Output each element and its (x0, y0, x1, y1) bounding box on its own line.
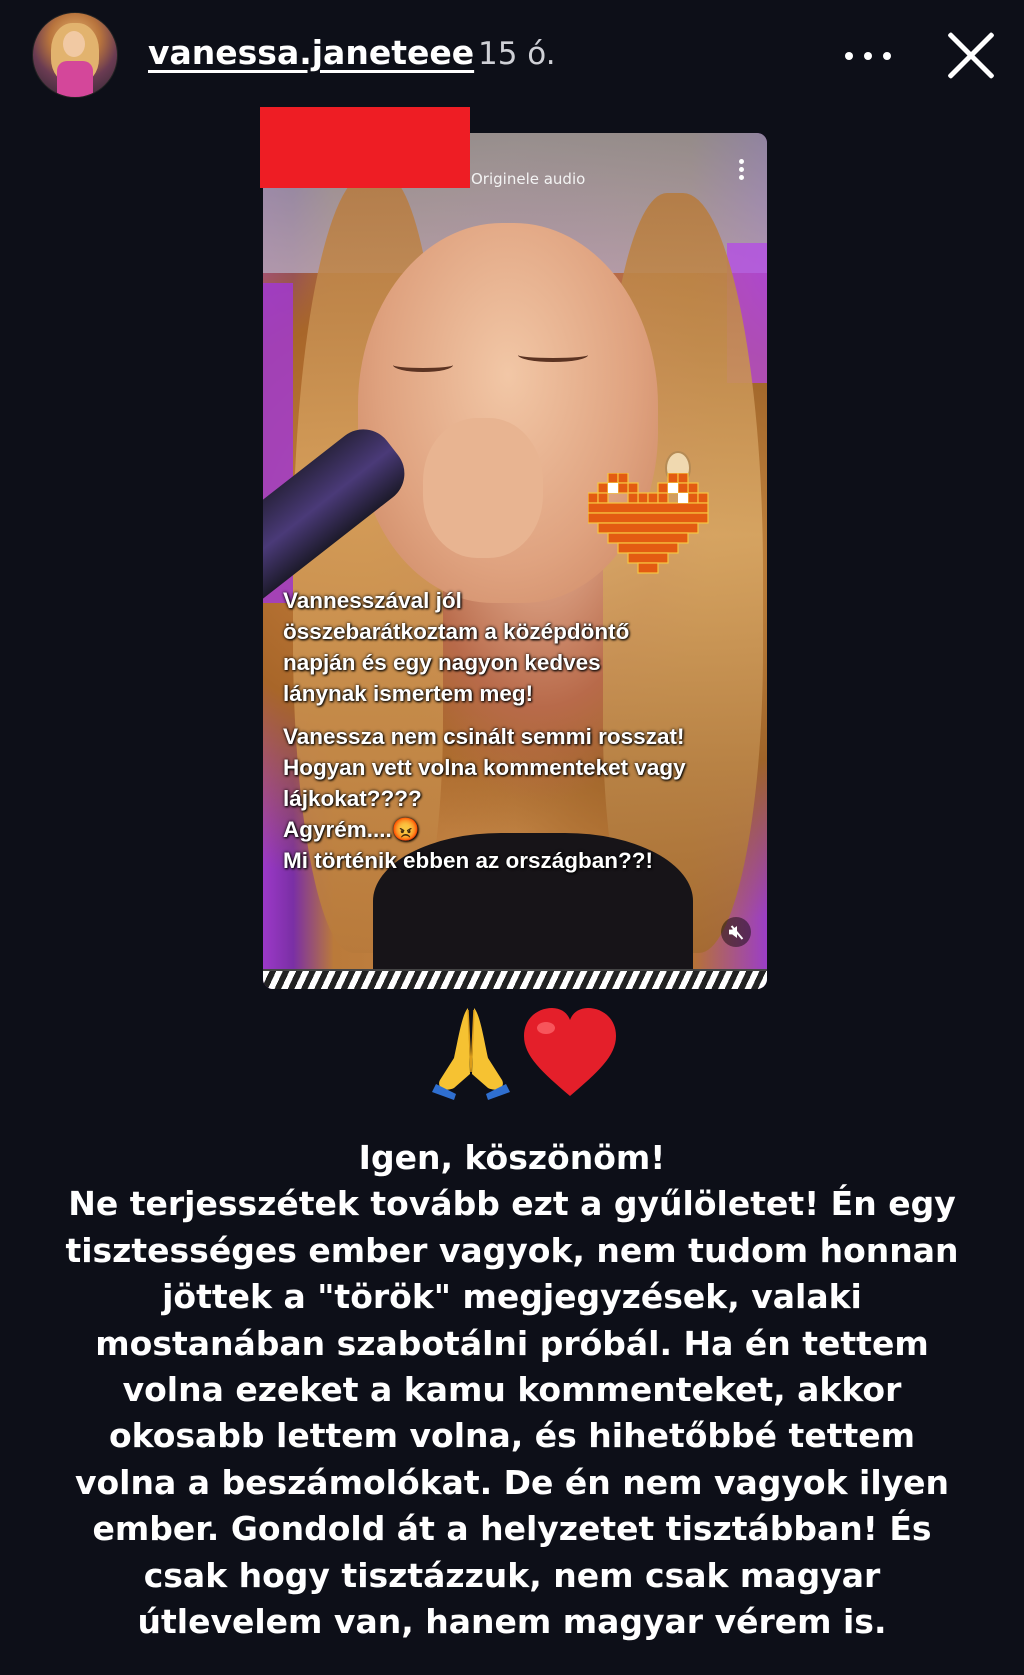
more-options-icon[interactable] (843, 30, 893, 80)
caption-line: csak hogy tisztázzuk, nem csak magyar (143, 1555, 881, 1595)
overlay-line: lájkokat???? (283, 786, 422, 811)
caption-line: jöttek a "török" megjegyzések, valaki (162, 1277, 862, 1317)
story-header (0, 0, 1024, 110)
caption-line: volna a beszámolókat. De én nem vagyok ilyen (74, 1462, 950, 1502)
caption-line: útlevelem van, hanem magyar vérem is. (137, 1602, 887, 1642)
caption-line: tisztességes ember vagyok, nem tudom honnan (65, 1230, 959, 1270)
pixel-heart-sticker (588, 473, 738, 593)
video-overlay-text (283, 585, 753, 876)
overlay-line: lánynak ismertem meg! (283, 681, 534, 706)
caption-line: mostanában szabotálni próbál. Ha én tettem (95, 1323, 929, 1363)
video-more-icon[interactable] (739, 159, 745, 183)
overlay-line: Mi történik ebben az országban??! (283, 848, 654, 873)
overlay-line: összebarátkoztam a középdöntő (283, 619, 630, 644)
caption-line: Igen, köszönöm! (358, 1138, 666, 1177)
caption-line: volna ezeket a kamu kommenteket, akkor (122, 1370, 902, 1410)
audio-label[interactable]: Originele audio (471, 170, 586, 188)
caption-line: okosabb lettem volna, és hihetőbbé tettem (108, 1416, 916, 1456)
overlay-line: Vanessza nem csinált semmi rosszat! (283, 724, 685, 749)
username-link[interactable]: vanessa.janeteee (148, 33, 475, 72)
story-timestamp: 15 ó. (478, 36, 556, 72)
shared-video-card[interactable] (263, 133, 767, 989)
redaction-box (260, 107, 470, 188)
overlay-line: Agyrém....😡 (283, 817, 420, 842)
red-heart-icon (524, 1008, 616, 1096)
overlay-line: napján és egy nagyon kedves (283, 650, 601, 675)
caption-line: Ne terjesszétek tovább ezt a gyűlöletet! Én egy (68, 1184, 956, 1224)
story-caption (40, 1135, 984, 1645)
overlay-line: Vannesszával jól (283, 588, 462, 613)
mute-icon[interactable] (721, 917, 751, 947)
overlay-line: Hogyan vett volna kommenteket vagy (283, 755, 686, 780)
reaction-emojis (424, 1000, 624, 1100)
caption-line: ember. Gondold át a helyzetet tisztábban! És (92, 1509, 932, 1549)
close-icon[interactable] (944, 28, 998, 82)
praying-hands-icon (432, 1008, 510, 1100)
profile-avatar[interactable] (32, 12, 118, 98)
video-progress-strip (263, 969, 767, 989)
